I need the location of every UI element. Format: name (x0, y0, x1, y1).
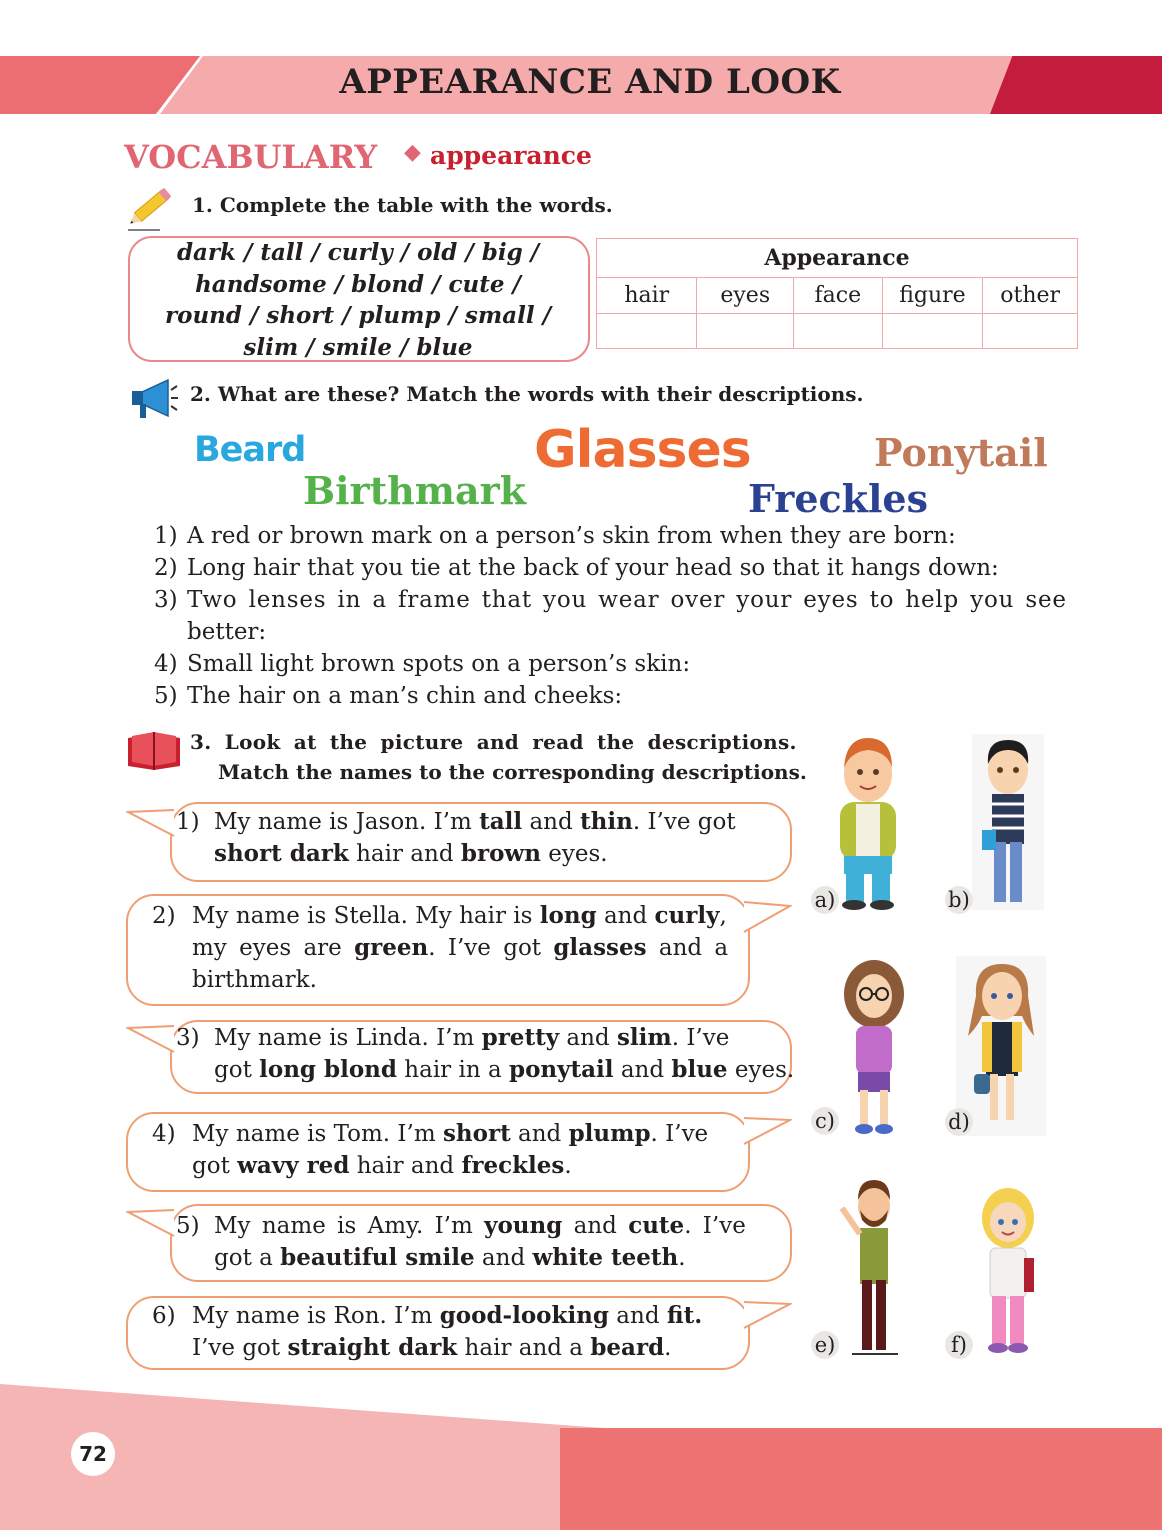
bubble-tail (126, 1208, 176, 1240)
word-glasses: Glasses (534, 420, 751, 480)
word-list (148, 237, 568, 363)
definition-3: 3) Two lenses in a frame that you wear over your eyes to help you see (154, 587, 1067, 613)
character-e-illustration (828, 1176, 920, 1360)
column-hair: hair (597, 278, 697, 314)
definition-2: 2) Long hair that you tie at the back of your head so that it hangs down: (154, 555, 999, 581)
word-birthmark: Birthmark (303, 468, 526, 513)
definition-4: 4) Small light brown spots on a person’s skin: (154, 651, 691, 677)
column-eyes: eyes (697, 278, 794, 314)
answer-cell[interactable] (882, 314, 983, 349)
picture-label-d: d) (945, 1108, 973, 1136)
word-beard: Beard (194, 430, 306, 470)
picture-label-c: c) (811, 1107, 839, 1135)
column-other: other (983, 278, 1078, 314)
megaphone-icon (128, 376, 178, 424)
answer-cell[interactable] (983, 314, 1078, 349)
page-title: APPEARANCE AND LOOK (339, 62, 841, 102)
vocabulary-topic: appearance (430, 141, 592, 170)
answer-cell[interactable] (794, 314, 883, 349)
character-d-illustration (956, 956, 1046, 1136)
bubble-tail (126, 1024, 176, 1056)
book-icon (126, 732, 182, 772)
page-number: 72 (71, 1432, 115, 1476)
footer-band-dark (560, 1428, 1162, 1530)
diamond-icon: ◆ (404, 140, 421, 165)
exercise-3-instruction-2: Match the names to the corresponding descriptions. (218, 760, 807, 784)
character-b-illustration (972, 734, 1044, 910)
word-line: slim / smile / blue (243, 333, 473, 361)
character-c-illustration (836, 954, 912, 1138)
vocabulary-title: VOCABULARY (124, 138, 378, 176)
word-ponytail: Ponytail (874, 430, 1048, 475)
bubble-tail (742, 1300, 792, 1332)
picture-label-f: f) (945, 1331, 973, 1359)
appearance-table (596, 238, 1078, 349)
character-f-illustration (968, 1178, 1052, 1360)
word-freckles: Freckles (748, 476, 928, 521)
answer-cell[interactable] (597, 314, 697, 349)
bubble-tail (742, 1116, 792, 1148)
column-face: face (794, 278, 883, 314)
bubble-tail (742, 900, 792, 936)
definition-5: 5) The hair on a man’s chin and cheeks: (154, 683, 623, 709)
bubble-tail (126, 808, 176, 840)
picture-label-e: e) (811, 1331, 839, 1359)
column-figure: figure (882, 278, 983, 314)
word-line: round / short / plump / small / (164, 302, 551, 329)
table-header: Appearance (597, 239, 1078, 278)
word-line: handsome / blond / cute / (195, 270, 521, 298)
exercise-3-instruction: 3. Look at the picture and read the descriptions. (190, 730, 797, 754)
picture-label-b: b) (945, 886, 973, 914)
character-a-illustration (828, 732, 908, 912)
exercise-2-instruction: 2. What are these? Match the words with their descriptions. (190, 382, 864, 406)
word-line: dark / tall / curly / old / big / (176, 239, 540, 266)
picture-label-a: a) (811, 886, 839, 914)
pencil-icon (124, 180, 180, 232)
definition-3-cont: better: (187, 619, 267, 645)
exercise-1-instruction: 1. Complete the table with the words. (192, 193, 613, 217)
definition-1: 1) A red or brown mark on a person’s skin from when they are born: (154, 523, 956, 549)
answer-cell[interactable] (697, 314, 794, 349)
